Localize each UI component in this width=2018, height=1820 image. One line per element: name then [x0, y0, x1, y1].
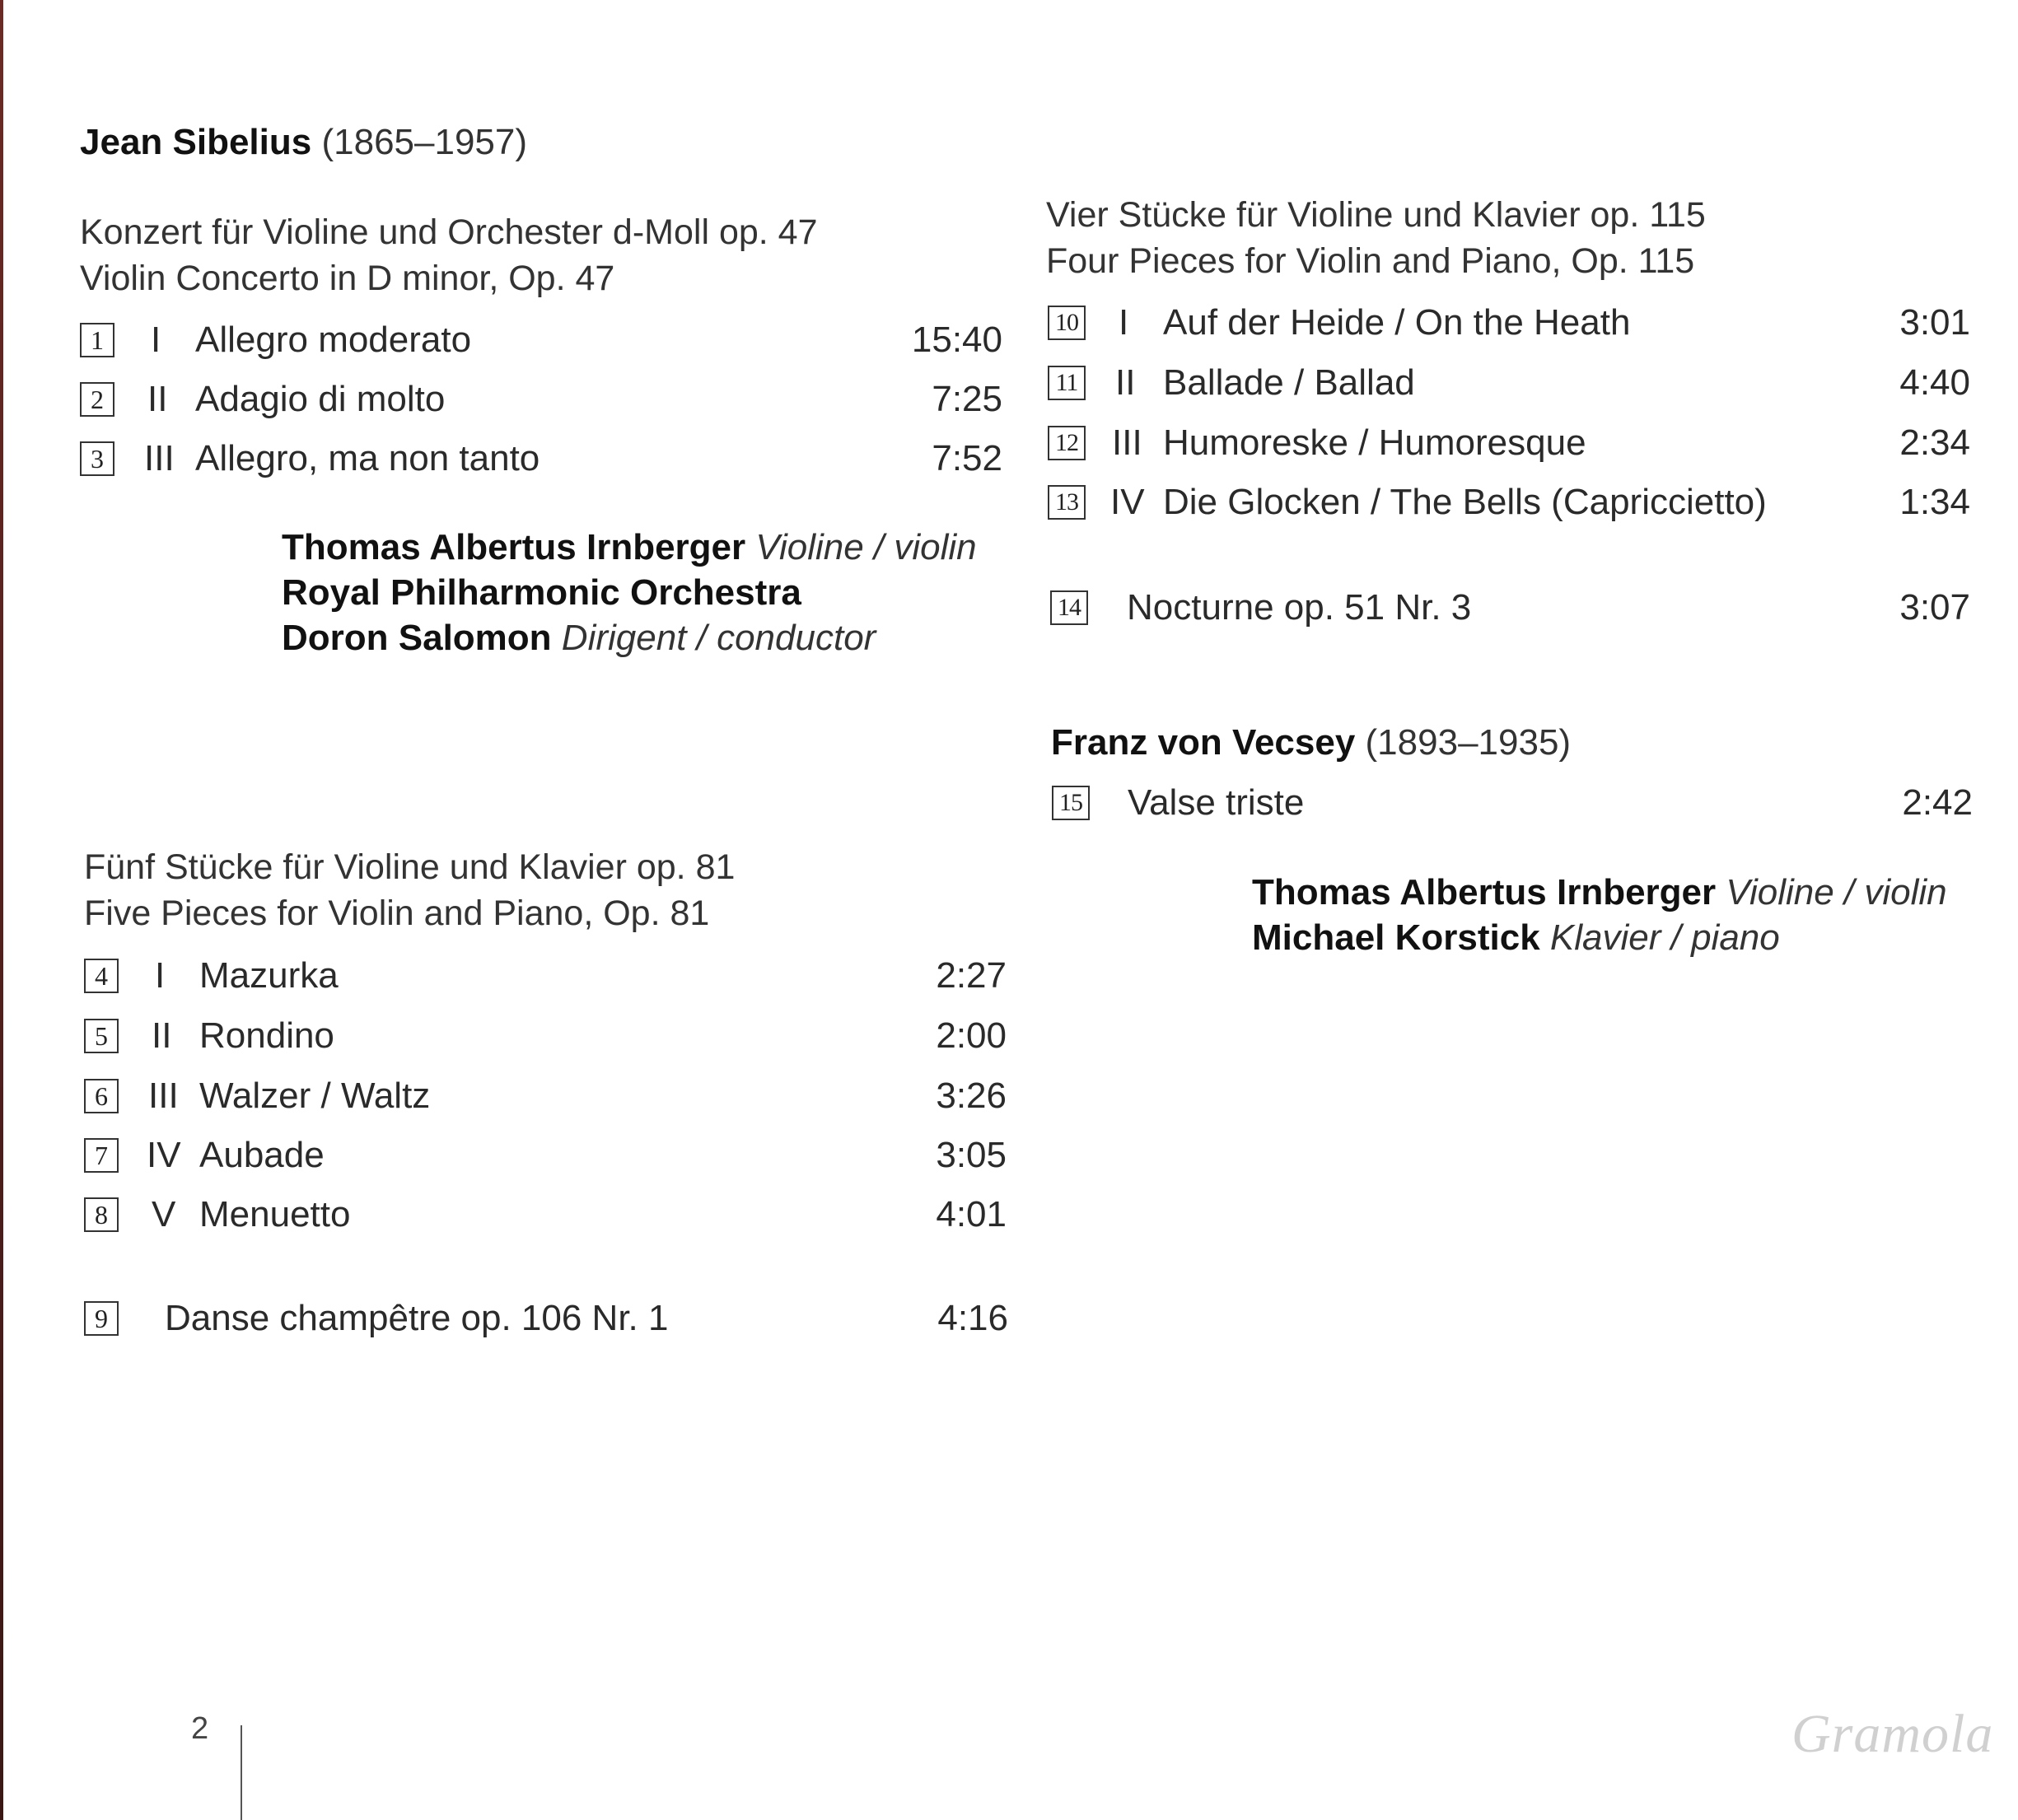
track-duration: 7:25 [932, 379, 1002, 419]
track-number: 2 [80, 382, 114, 417]
track-row[interactable] [80, 376, 1002, 425]
track-title: Auf der Heide / On the Heath [1163, 302, 1631, 343]
track-row[interactable] [1052, 779, 1973, 828]
performer-role: Violine / violin [1726, 872, 1947, 912]
movement-numeral: II [147, 379, 168, 419]
performer-credits-vecsey [1252, 870, 1947, 960]
track-title: Humoreske / Humoresque [1163, 422, 1586, 463]
track-title: Allegro moderato [195, 320, 472, 360]
track-duration: 4:40 [1899, 362, 1970, 403]
movement-numeral: III [144, 438, 175, 478]
track-duration: 4:01 [936, 1194, 1007, 1234]
track-number: 1 [80, 323, 114, 357]
track-number: 8 [84, 1197, 119, 1232]
track-number: 6 [84, 1079, 119, 1113]
track-row[interactable] [84, 1295, 1008, 1344]
track-number: 7 [84, 1138, 119, 1173]
track-row[interactable] [1050, 584, 1970, 633]
track-row[interactable] [84, 1072, 1007, 1122]
composer-heading-vecsey [1051, 719, 1571, 767]
performer-name: Royal Philharmonic Orchestra [282, 572, 801, 613]
composer-name: Jean Sibelius [80, 122, 312, 162]
performer-role: Dirigent / conductor [561, 618, 876, 658]
track-duration: 3:26 [936, 1076, 1007, 1116]
track-duration: 2:27 [936, 955, 1007, 996]
movement-numeral: V [152, 1194, 176, 1234]
track-duration: 3:05 [936, 1135, 1007, 1175]
track-number: 5 [84, 1019, 119, 1053]
movement-numeral: III [1112, 422, 1142, 463]
track-duration: 3:07 [1899, 587, 1970, 628]
work-title-de: Konzert für Violine und Orchester d-Moll op. 47 [80, 212, 818, 252]
track-number: 11 [1048, 366, 1086, 400]
composer-name: Franz von Vecsey [1051, 722, 1356, 763]
page-edge [0, 0, 3, 1820]
movement-numeral: I [151, 320, 161, 360]
track-row[interactable] [1048, 299, 1970, 348]
track-number: 10 [1048, 306, 1086, 340]
track-title: Nocturne op. 51 Nr. 3 [1127, 587, 1472, 628]
track-row[interactable] [80, 435, 1002, 484]
track-title: Menuetto [199, 1194, 351, 1234]
track-duration: 2:00 [936, 1015, 1007, 1056]
track-duration: 15:40 [911, 320, 1002, 360]
performer-name: Michael Korstick [1252, 917, 1540, 958]
track-title: Aubade [199, 1135, 325, 1175]
track-number: 14 [1050, 590, 1088, 625]
performer-role: Violine / violin [755, 527, 977, 567]
work-title-de: Fünf Stücke für Violine und Klavier op. 81 [84, 847, 736, 887]
track-title: Die Glocken / The Bells (Capriccietto) [1163, 482, 1767, 522]
track-title: Ballade / Ballad [1163, 362, 1415, 403]
label-logo: Gramola [1791, 1704, 1994, 1764]
track-title: Allegro, ma non tanto [195, 438, 540, 478]
credit-line [1252, 870, 1947, 915]
track-duration: 2:42 [1902, 782, 1973, 823]
work-header-op81 [84, 844, 735, 936]
track-title: Mazurka [199, 955, 339, 996]
track-row[interactable] [1048, 419, 1970, 469]
movement-numeral: IV [1110, 482, 1145, 522]
movement-numeral: III [148, 1076, 179, 1116]
track-number: 15 [1052, 786, 1090, 820]
track-row[interactable] [80, 316, 1002, 366]
work-title-de: Vier Stücke für Violine und Klavier op. 115 [1046, 195, 1706, 235]
track-title: Valse triste [1128, 782, 1305, 823]
credit-line [282, 570, 977, 615]
performer-credits-concerto [282, 525, 977, 660]
work-header-op115 [1046, 192, 1706, 284]
track-row[interactable] [84, 1012, 1007, 1062]
performer-role: Klavier / piano [1549, 917, 1780, 958]
track-row[interactable] [84, 1132, 1007, 1181]
work-title-en: Five Pieces for Violin and Piano, Op. 81 [84, 894, 710, 933]
track-title: Danse champêtre op. 106 Nr. 1 [165, 1298, 669, 1338]
composer-heading-sibelius [80, 119, 527, 166]
performer-name: Thomas Albertus Irnberger [1252, 872, 1717, 912]
track-number: 3 [80, 441, 114, 476]
composer-dates: (1865–1957) [321, 122, 528, 162]
movement-numeral: IV [147, 1135, 181, 1175]
credit-line [282, 615, 977, 660]
track-duration: 1:34 [1899, 482, 1970, 522]
track-row[interactable] [84, 1191, 1007, 1240]
performer-name: Thomas Albertus Irnberger [282, 527, 746, 567]
movement-numeral: I [1119, 302, 1129, 343]
track-number: 4 [84, 959, 119, 993]
composer-dates: (1893–1935) [1365, 722, 1572, 763]
track-row[interactable] [1048, 478, 1970, 528]
track-title: Adagio di molto [195, 379, 446, 419]
track-title: Walzer / Waltz [199, 1076, 431, 1116]
track-duration: 4:16 [937, 1298, 1008, 1338]
movement-numeral: II [152, 1015, 172, 1056]
work-title-en: Violin Concerto in D minor, Op. 47 [80, 259, 615, 298]
track-row[interactable] [1048, 359, 1970, 408]
work-header-concerto [80, 209, 818, 301]
credit-line [282, 525, 977, 570]
track-duration: 3:01 [1899, 302, 1970, 343]
track-title: Rondino [199, 1015, 334, 1056]
track-number: 9 [84, 1301, 119, 1336]
track-duration: 7:52 [932, 438, 1002, 478]
movement-numeral: II [1115, 362, 1136, 403]
performer-name: Doron Salomon [282, 618, 552, 658]
track-number: 13 [1048, 485, 1086, 520]
page-rule [241, 1725, 242, 1820]
page-number: 2 [191, 1711, 209, 1746]
work-title-en: Four Pieces for Violin and Piano, Op. 115 [1046, 241, 1695, 281]
track-duration: 2:34 [1899, 422, 1970, 463]
track-row[interactable] [84, 952, 1007, 1001]
movement-numeral: I [155, 955, 166, 996]
credit-line [1252, 915, 1947, 960]
track-number: 12 [1048, 426, 1086, 460]
